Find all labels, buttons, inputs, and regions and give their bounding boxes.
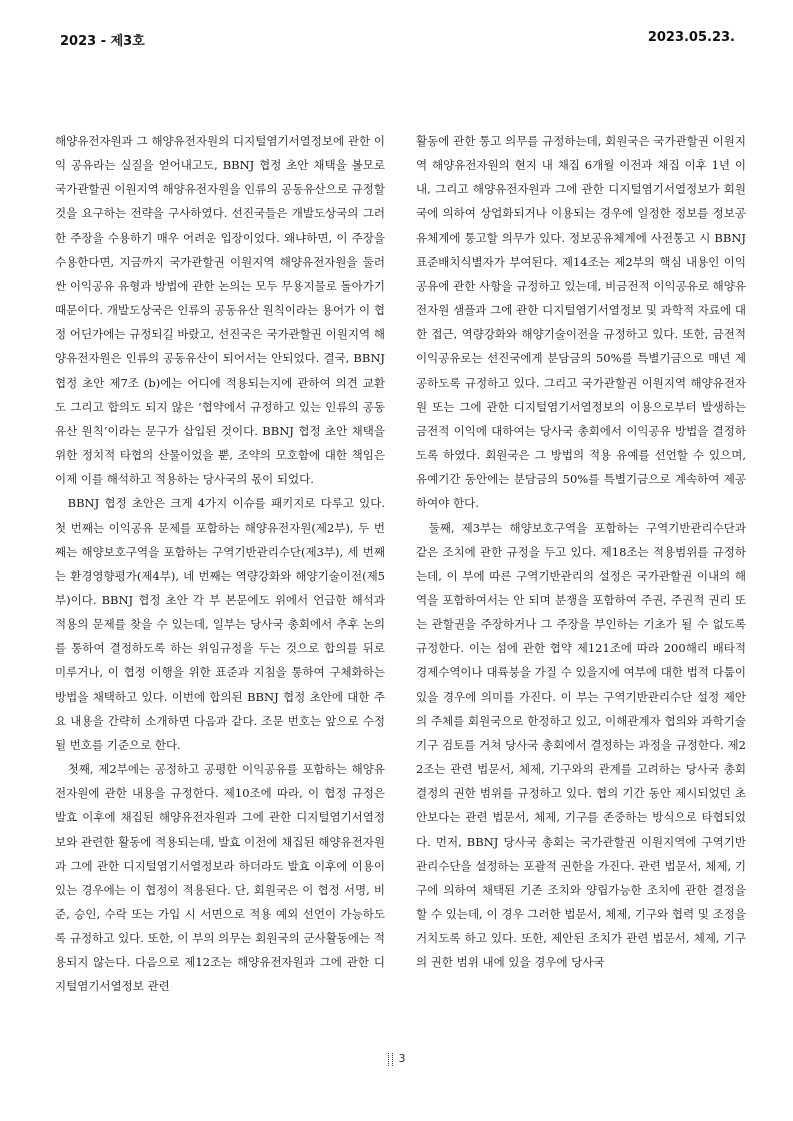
publication-date: 2023.05.23. (647, 30, 735, 45)
paragraph: 첫째, 제2부에는 공정하고 공평한 이익공유를 포함하는 해양유전자원에 관한 내용을 규정한다. 제10조에 따라, 이 협정 규정은 발효 이후에 채집된 해양유전자원과 그에 관한 디지털염기서열정보와 관련한 활동에 적용되는데, 발효 이전에 채집된 해양유전자원과 그에 관한 디지털염기서열정보라 하더라도 발효 이후에 이용이있는 경우에는 이 협정이 적용된다. 단, 회원국은 이 협정 서명, 비준, 승인, 수락 또는 가입 시 서면으로 적용 예외 선언이 가능하도록 규정하고 있다. 또한, 이 부의 의무는 회원국의 군사활동에는 적용되지 않는다. 다음으로 제12조는 해양유전자원과 그에 관한 디지털염기서열정보 관련 (55, 762, 385, 994)
page-header (60, 30, 735, 50)
right-column (416, 129, 746, 974)
left-column (55, 129, 385, 999)
paragraph: 해양유전자원과 그 해양유전자원의 디지털염기서열정보에 관한 이익 공유라는 실질을 얻어내고도, BBNJ 협정 초안 채택을 볼모로 국가관할권 이원지역 해양유전자원을 인류의 공동유산으로 규정할 것을 요구하는 전략을 구사하였다. 선진국들은 개발도상국의 그러한 주장을 수용하기 매우 어려운 입장이었다. 왜냐하면, 이 주장을 수용한다면, 지금까지 국가관할권 이원지역 해양유전자원을 둘러싼 이익공유 유형과 방법에 관한 논의는 모두 무용지물로 돌아가기 때문이다. 개발도상국은 인류의 공동유산 원칙이라는 용어가 이 협정 어딘가에는 규정되길 바랐고, 선진국은 국가관할권 이원지역 해양유전자원은 인류의 공동유산이 되어서는 안되었다. 결국, BBNJ 협정 초안 제7조 (b)에는 어디에 적용되는지에 관하여 의견 교환도 그리고 합의도 되지 않은 ‘협약에서 규정하고 있는 인류의 공동유산 원칙’이라는 문구가 삽입된 것이다. BBNJ 협정 초안 채택을 위한 정치적 타협의 산물이었을 뿐, 조약의 모호함에 대한 책임은 이제 이를 해석하고 적용하는 당사국의 몫이 되었다. (55, 134, 385, 487)
paragraph: BBNJ 협정 초안은 크게 4가지 이슈를 패키지로 다루고 있다. 첫 번째는 이익공유 문제를 포함하는 해양유전자원(제2부), 두 번째는 해양보호구역을 포함하는 구역기반관리수단(제3부), 세 번째는 환경영향평가(제4부), 네 번째는 역량강화와 해양기술이전(제5부)이다. BBNJ 협정 초안 각 부 본문에도 위에서 언급한 해석과 적용의 문제를 찾을 수 있는데, 일부는 당사국 총회에서 추후 논의를 통하여 결정하도록 하는 위임규정을 두는 것으로 합의를 뒤로 미루거나, 이 협정 이행을 위한 표준과 지침을 통하여 구체화하는 방법을 채택하고 있다. 이번에 합의된 BBNJ 협정 초안에 대한 주요 내용을 간략히 소개하면 다음과 같다. 조문 번호는 앞으로 수정될 번호를 기준으로 한다. (55, 496, 385, 752)
issue-number: 2023 - 제3호 (60, 34, 145, 49)
paragraph: 활동에 관한 통고 의무를 규정하는데, 회원국은 국가관할권 이원지역 해양유전자원의 현지 내 채집 6개월 이전과 채집 이후 1년 이내, 그리고 해양유전자원과 그에 관한 디지털염기서열정보가 회원국에 의하여 상업화되거나 이용되는 경우에 일정한 정보를 정보공유체계에 통고할 의무가 있다. 정보공유체계에 사전통고 시 BBNJ 표준배치식별자가 부여된다. 제14조는 제2부의 핵심 내용인 이익공유에 관한 사항을 규정하고 있는데, 비금전적 이익공유로 해양유전자원 샘플과 그에 관한 디지털염기서열정보 및 과학적 자료에 대한 접근, 역량강화와 해양기술이전을 규정하고 있다. 또한, 금전적 이익공유로는 선진국에게 분담금의 50%를 특별기금으로 매년 제공하도록 규정하고 있다. 그리고 국가관할권 이원지역 해양유전자원 또는 그에 관한 디지털염기서열정보의 이용으로부터 발생하는 금전적 이익에 대하여는 당사국 총회에서 이익공유 방법을 결정하도록 하였다. 회원국은 그 방법의 적용 유예를 선언할 수 있으며, 유예기간 동안에는 분담금의 50%를 특별기금으로 계속하여 제공하여야 한다. (416, 134, 746, 511)
page-mark-icon (388, 1053, 393, 1066)
page-number: 3 (398, 1052, 406, 1065)
paragraph: 둘째, 제3부는 해양보호구역을 포함하는 구역기반관리수단과 같은 조치에 관한 규정을 두고 있다. 제18조는 적용범위를 규정하는데, 이 부에 따른 구역기반관리의 설정은 국가관할권 이내의 해역을 포함하여서는 안 되며 분쟁을 포함하여 주권, 주권적 권리 또는 관할권을 주장하거나 그 주장을 부인하는 기초가 될 수 없도록 규정한다. 이는 섬에 관한 협약 제121조에 따라 200해리 배타적경제수역이나 대륙붕을 가질 수 있을지에 여부에 대한 법적 다툼이 있을 경우에 의미를 가진다. 이 부는 구역기반관리수단 설정 제안의 주체를 회원국으로 한정하고 있고, 이해관계자 협의와 과학기술기구 검토를 거쳐 당사국 총회에서 결정하는 과정을 규정한다. 제22조는 관련 법문서, 체제, 기구와의 관계를 고려하는 당사국 총회 결정의 권한 범위를 규정하고 있다. 협의 기간 동안 제시되었던 초안보다는 관련 법문서, 체제, 기구를 존중하는 방식으로 타협되었다. 먼저, BBNJ 당사국 총회는 국가관할권 이원지역에 구역기반관리수단을 설정하는 포괄적 권한을 가진다. 관련 법문서, 체제, 기구에 의하여 채택된 기존 조치와 양립가능한 조치에 관한 결정을 할 수 있는데, 이 경우 그러한 법문서, 체제, 기구와 협력 및 조정을 거치도록 하고 있다. 또한, 제안된 조치가 관련 법문서, 체제, 기구의 권한 범위 내에 있을 경우에 당사국 (416, 520, 746, 970)
page-footer (0, 1052, 793, 1066)
